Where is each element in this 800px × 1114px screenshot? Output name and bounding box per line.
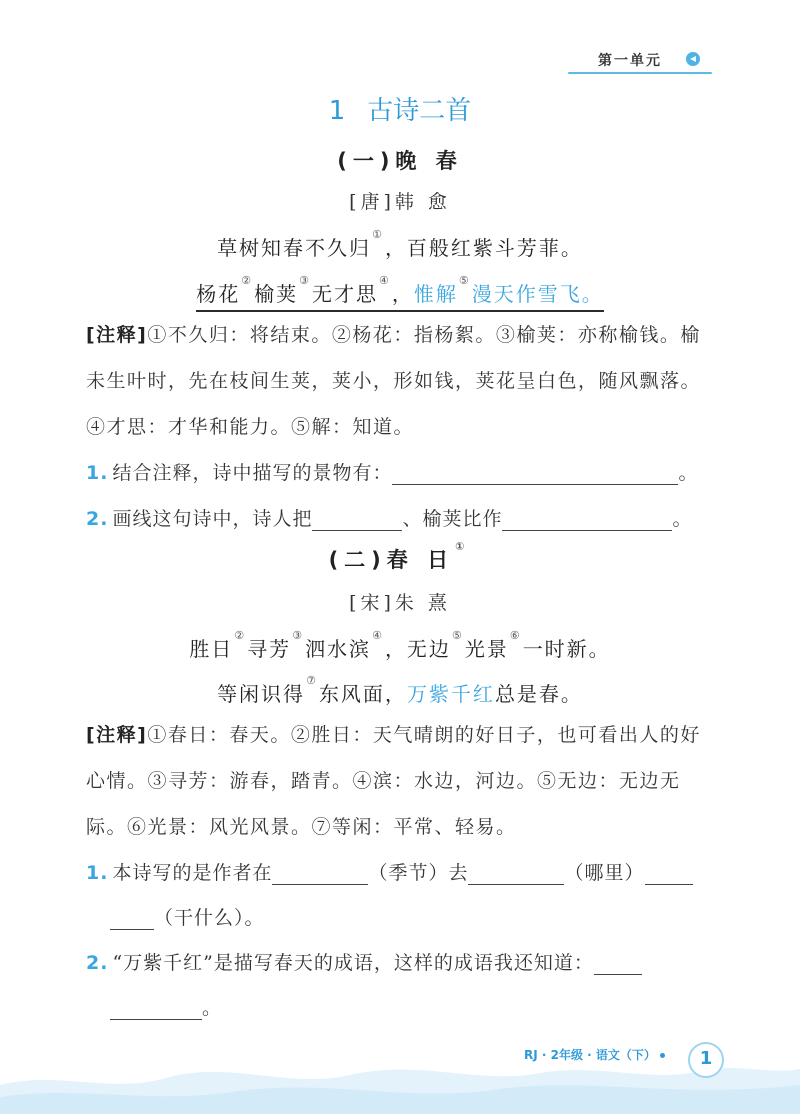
- verse-text: 一时新。: [522, 637, 611, 661]
- answer-blank[interactable]: [312, 512, 402, 531]
- footer-book-info: [524, 1046, 665, 1063]
- poem2-line1: [0, 629, 800, 662]
- question-text: （哪里）: [564, 862, 645, 884]
- answer-blank[interactable]: [110, 911, 154, 930]
- verse-text: 东风面，: [318, 682, 407, 706]
- note-marker: ②: [234, 629, 247, 642]
- question-text: “万紫千红”是描写春天的成语，这样的成语我还知道：: [112, 952, 594, 974]
- verse-text: ，: [391, 282, 414, 306]
- answer-blank[interactable]: [110, 1001, 202, 1020]
- note-marker: ②: [241, 274, 254, 287]
- question-number: 2.: [86, 508, 109, 530]
- footer-book-text: RJ · 2年级 · 语文（下）: [524, 1048, 656, 1062]
- question-text: 结合注释，诗中描写的景物有：: [112, 462, 393, 484]
- poem2-author: [宋]朱 熹: [349, 592, 451, 614]
- poem1-line1-text-a: 草树知春不久归: [217, 236, 372, 260]
- verse-text: 杨花: [196, 282, 241, 306]
- poem2-question-1-cont: [110, 903, 750, 930]
- note-marker: ③: [292, 629, 305, 642]
- verse-text: 寻芳: [247, 637, 292, 661]
- question-text: （干什么）。: [154, 907, 265, 929]
- question-text: 、榆荚比作: [402, 508, 503, 530]
- question-end: 。: [672, 508, 693, 530]
- question-text: 本诗写的是作者在: [112, 862, 273, 884]
- underlined-verse: [196, 274, 604, 312]
- note-marker: ⑤: [451, 629, 464, 642]
- note-marker: ⑥: [509, 629, 522, 642]
- poem2-title: [0, 540, 800, 574]
- highlight-text: 万紫千红: [406, 682, 495, 706]
- highlight-text: 惟解: [413, 282, 458, 306]
- answer-blank[interactable]: [392, 466, 678, 485]
- verse-text: 泗水滨: [305, 637, 372, 661]
- question-text: 画线这句诗中，诗人把: [112, 508, 313, 530]
- note-marker: ④: [372, 629, 384, 642]
- notes-tag: [注释]: [86, 324, 148, 346]
- notes-text: ①春日：春天。②胜日：天气晴朗的好日子，也可看出人的好心情。③寻芳：游春，踏青。④滨：水边，河边。⑤无边：无边无际。⑥光景：风光风景。⑦等闲：平常、轻易。: [86, 724, 701, 838]
- poem2-notes: [86, 712, 716, 850]
- question-number: 2.: [86, 952, 109, 974]
- page-number: 1: [688, 1042, 724, 1078]
- poem1-title: (一)晚 春: [337, 149, 463, 173]
- verse-text: 无才思: [312, 282, 378, 306]
- poem1-line1: [0, 228, 800, 261]
- answer-blank[interactable]: [645, 866, 693, 885]
- play-icon: [686, 52, 700, 66]
- question-number: 1.: [86, 462, 109, 484]
- answer-blank[interactable]: [502, 512, 672, 531]
- poem2-question-2: [86, 948, 726, 975]
- verse-text: 等闲识得: [217, 682, 306, 706]
- poem1-question-1: [86, 458, 726, 485]
- note-marker: ⑦: [306, 674, 318, 687]
- poem2-question-2-cont: [110, 993, 750, 1020]
- note-marker: ①: [455, 540, 471, 553]
- poem1-author: [唐]韩 愈: [349, 191, 451, 213]
- verse-text: 总是春。: [494, 682, 583, 706]
- note-marker: ③: [299, 274, 311, 287]
- poem1-question-2: [86, 504, 726, 531]
- poem2-question-1: [86, 858, 726, 885]
- poem1-notes: [86, 312, 716, 450]
- verse-text: 。: [581, 282, 604, 306]
- question-number: 1.: [86, 862, 109, 884]
- footer-wave: [0, 1055, 800, 1114]
- unit-underline: [568, 72, 712, 74]
- answer-blank[interactable]: [594, 956, 642, 975]
- answer-blank[interactable]: [468, 866, 564, 885]
- note-marker: ⑤: [458, 274, 471, 287]
- poem2-title-text: (二)春 日: [328, 548, 455, 572]
- verse-text: 光景: [464, 637, 509, 661]
- lesson-title: [0, 90, 800, 127]
- answer-blank[interactable]: [272, 866, 368, 885]
- note-marker: ④: [379, 274, 391, 287]
- poem1-line1-text-b: ，百般红紫斗芳菲。: [384, 236, 583, 260]
- notes-text: ①不久归：将结束。②杨花：指杨絮。③榆荚：亦称榆钱。榆未生叶时，先在枝间生荚，荚小，形如钱，荚花呈白色，随风飘落。④才思：才华和能力。⑤解：知道。: [86, 324, 702, 438]
- highlight-text: 漫天作雪飞: [471, 282, 582, 306]
- question-end: 。: [678, 462, 699, 484]
- unit-label: 第一单元: [598, 53, 662, 69]
- lesson-title-text: 古诗二首: [367, 96, 472, 126]
- unit-badge: [568, 50, 712, 76]
- lesson-number: 1: [328, 96, 346, 126]
- notes-tag: [注释]: [86, 724, 148, 746]
- question-end: 。: [202, 997, 223, 1019]
- note-marker: ①: [372, 228, 384, 241]
- verse-text: ，无边: [384, 637, 451, 661]
- question-text: （季节）去: [368, 862, 469, 884]
- poem2-line2: [0, 674, 800, 707]
- footer-dot: [660, 1053, 665, 1058]
- verse-text: 胜日: [189, 637, 234, 661]
- verse-text: 榆荚: [254, 282, 299, 306]
- poem1-line2: [0, 274, 800, 307]
